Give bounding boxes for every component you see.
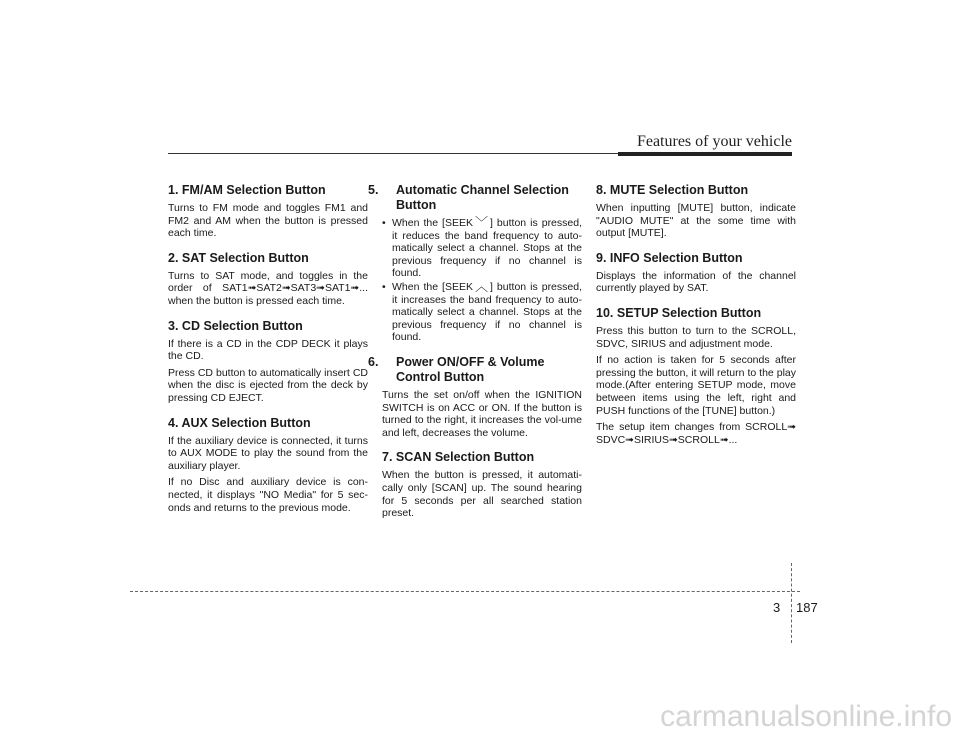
section-text: If the auxiliary device is connected, it turns to AUX MODE to play the sound from the auxiliary player. — [168, 434, 368, 472]
bullet-dot: • — [382, 217, 386, 229]
section-number: 10. — [596, 305, 614, 320]
section-text: The setup item changes from SCROLL➟ SDVC➟SIRIUS➟SCROLL➟... — [596, 421, 796, 446]
section-title-setup — [596, 306, 796, 321]
section-title-sat — [168, 251, 368, 266]
section-title-text: CD Selection Button — [181, 318, 303, 333]
bullet-text: When the [SEEK — [392, 217, 473, 229]
section-title-text: INFO Selection Button — [609, 250, 743, 265]
column-1 — [168, 183, 368, 518]
section-number: 7. — [382, 450, 393, 465]
column-2 — [368, 183, 582, 524]
section-text: When inputting [MUTE] button, indicate "AUDIO MUTE" at the some time with output [MUTE]. — [596, 202, 796, 240]
footer-dashed-rule — [130, 591, 800, 592]
bullet-dot: • — [382, 280, 386, 293]
section-number: 8. — [596, 183, 607, 197]
section-title-aux — [168, 416, 368, 431]
section-title-mute — [596, 183, 796, 198]
bullet-text: When the [SEEK — [392, 280, 473, 293]
section-text: Displays the information of the channel currently played by SAT. — [596, 269, 796, 295]
section-number: 5. — [368, 183, 379, 197]
column-3 — [596, 183, 796, 450]
section-text: Turns to SAT mode, and toggles in the order of SAT1➟SAT2➟SAT3➟SAT1➟... when the button is pressed each time. — [168, 269, 368, 307]
section-text: If no action is taken for 5 seconds after pressing the button, it will return to the play mode.(After entering SETUP mode, move between items using the left, right and PUSH functions of the [TUNE] button.) — [596, 354, 796, 417]
page-number: 187 — [796, 600, 818, 615]
section-title-scan — [382, 450, 582, 465]
watermark: carmanualsonline.info — [660, 700, 952, 733]
section-title-text: MUTE Selection Button — [609, 183, 749, 197]
section-text: When the button is pressed, it automati-cally only [SCAN] up. The sound hearing for 5 seconds per all searched station preset. — [382, 469, 582, 520]
section-title-power-volume — [368, 354, 582, 385]
section-text: Press CD button to automatically insert CD when the disc is ejected from the deck by pressing CD EJECT. — [168, 366, 368, 404]
header-rule-accent — [618, 152, 792, 156]
header-rule — [168, 153, 618, 154]
section-text: Press this button to turn to the SCROLL, SDVC, SIRIUS and adjustment mode. — [596, 324, 796, 350]
section-number: 1. — [168, 183, 179, 197]
bullet-seek-down — [382, 217, 582, 280]
section-text: If there is a CD in the CDP DECK it plays the CD. — [168, 337, 368, 363]
page-header-title: Features of your vehicle — [636, 133, 792, 150]
section-text: Turns to FM mode and toggles FM1 and FM2 and AM when the button is pressed each time. — [168, 202, 368, 240]
section-text: If no Disc and auxiliary device is con-nected, it displays "NO Media" for 5 sec-onds and returns to the previous mode. — [168, 476, 368, 514]
section-title-text: SCAN Selection Button — [395, 450, 535, 465]
section-text: Turns the set on/off when the IGNITION SWITCH is on ACC or ON. If the button is turned to the right, it increases the vol-ume and left, decreases the volume. — [382, 388, 582, 439]
section-title-fm-am — [168, 183, 368, 198]
section-number: 9. — [596, 250, 607, 265]
section-title-text: SAT Selection Button — [181, 250, 309, 265]
section-title-text: Power ON/OFF & Volume Control Button — [396, 354, 545, 384]
footer-dashed-divider — [791, 563, 792, 643]
chapter-number: 3 — [773, 600, 781, 615]
chevron-down-icon: ﹀ — [474, 215, 488, 230]
bullet-seek-up — [382, 278, 582, 344]
chevron-up-icon: ︿ — [474, 278, 488, 294]
section-title-auto-channel — [368, 183, 582, 213]
section-title-text: AUX Selection Button — [181, 415, 311, 430]
bullet-text: ] button is pressed, it reduces the band frequency to auto-matically select a channel. Stops at the previous frequency if no channel is found. — [392, 217, 582, 280]
section-title-cd — [168, 319, 368, 334]
section-title-text: FM/AM Selection Button — [181, 183, 326, 197]
bullet-text: ] button is pressed, it increases the band frequency to auto-matically select a channel. Stops at the previous frequency if no channel is found. — [392, 280, 582, 344]
section-title-info — [596, 251, 796, 266]
section-title-text: Automatic Channel Selection Button — [396, 183, 569, 212]
section-number: 4. — [168, 415, 179, 430]
section-number: 2. — [168, 250, 179, 265]
section-title-text: SETUP Selection Button — [616, 305, 762, 320]
section-number: 3. — [168, 318, 179, 333]
section-number: 6. — [368, 354, 379, 369]
